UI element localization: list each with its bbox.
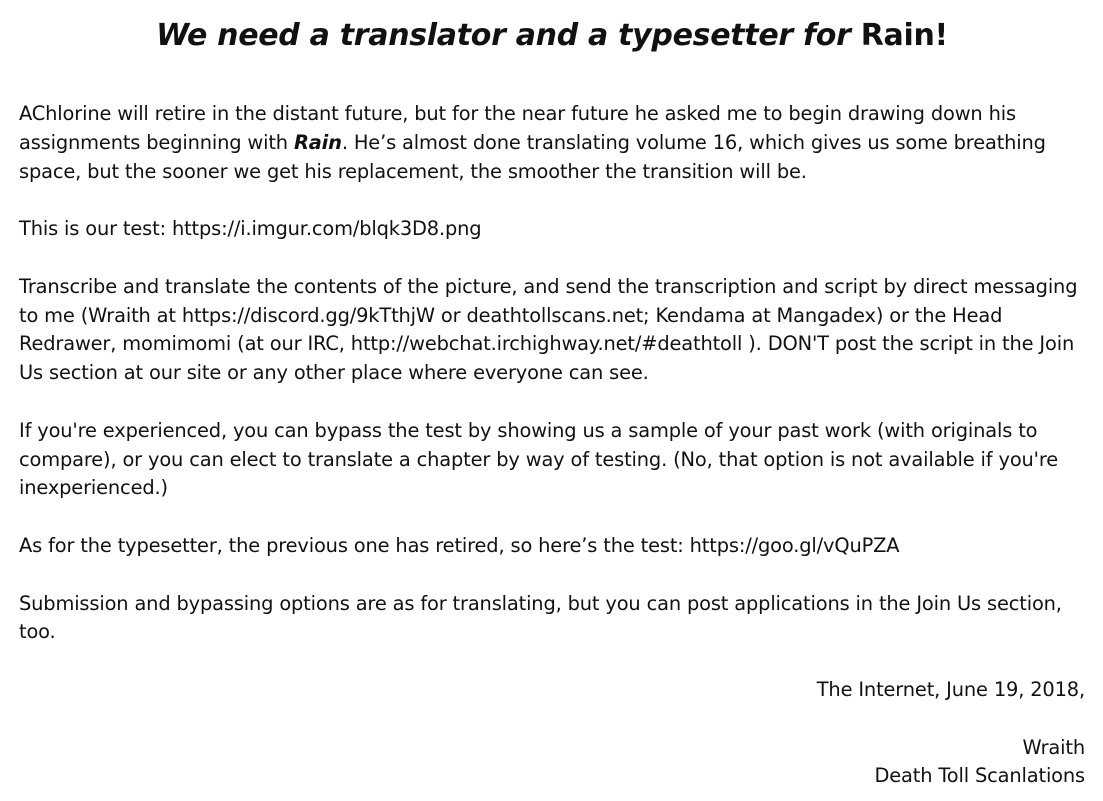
signature-name: Wraith [1022,735,1085,759]
paragraph-retirement-text-b: . He’s almost done translating volume 16, which gives us some breathing space, but the sooner we get his replacement, the smoother the transition will be. [19,130,1046,183]
title-text: We need a translator and a typesetter for [156,18,861,53]
document-page [19,0,1085,791]
paragraph-typesetter: As for the typesetter, the previous one has retired, so here’s the test: https://goo.gl/vQuPZA [19,533,900,557]
paragraph-submission: Submission and bypassing options are as for translating, but you can post applications in the Join Us section, too. [19,591,1062,644]
signature-group: Death Toll Scanlations [874,764,1085,788]
dateline: The Internet, June 19, 2018, [816,677,1085,701]
page-title [19,17,1085,55]
paragraph-retirement [19,100,1085,186]
paragraph-test-link: This is our test: https://i.imgur.com/blqk3D8.png [19,217,482,241]
series-title-emphasis: Rain [293,130,342,154]
title-series-name: Rain! [860,18,948,53]
paragraph-retirement-text-a: AChlorine will retire in the distant future, but for the near future he asked me to begin drawing down his assignments beginning with [19,102,1016,154]
paragraph-instructions: Transcribe and translate the contents of the picture, and send the transcription and script by direct messaging to me (Wraith at https://discord.gg/9kTthjW or deathtollscans.net; Kendama at Mangadex) or the Head Redrawer, momimomi (at our IRC, http://webchat.irchighway.net/#deathtoll ). DON'T post the script in the Join Us section at our site or any other place where everyone can see. [19,274,1078,385]
paragraph-experienced: If you're experienced, you can bypass the test by showing us a sample of your past work (with originals to compare), or you can elect to translate a chapter by way of testing. (No, that option is not available if you're inexperienced.) [19,418,1059,500]
